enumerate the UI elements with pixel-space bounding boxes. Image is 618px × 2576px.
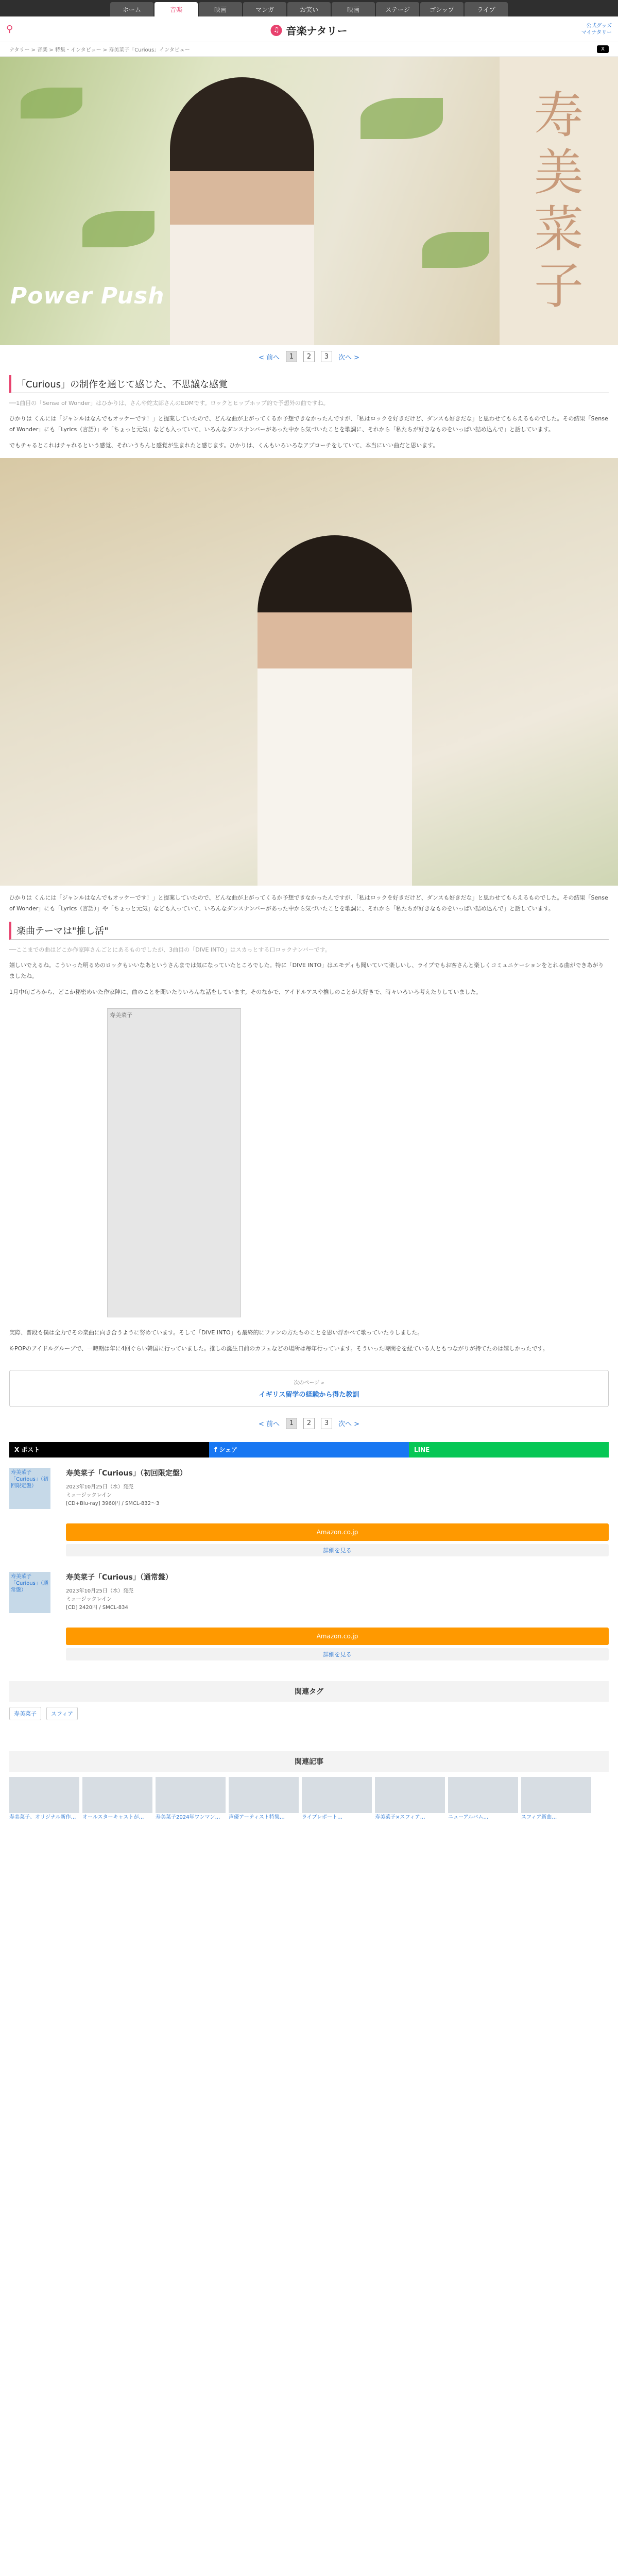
next-page-label: 次のページ » — [294, 1380, 324, 1386]
power-push-badge: Power Push — [10, 283, 165, 309]
article-thumbnail — [9, 1777, 79, 1813]
section-heading: 「Curious」の制作を通じて感じた、不思議な感覚 — [9, 375, 609, 393]
artist-photo — [170, 77, 314, 345]
tag-link[interactable]: 寿美菜子 — [9, 1707, 41, 1720]
article-caption: ライブレポート… — [302, 1814, 342, 1820]
interview-answer: 実際、普段も僕は全力でその楽曲に向き合うように努めています。そして「DIVE INTO」も最終的にファンの方たちのことを思い浮かべて歌っていたりしました。 — [9, 1329, 423, 1336]
amazon-buy-button[interactable]: Amazon.co.jp — [66, 1523, 609, 1541]
leaf-decoration — [422, 232, 489, 268]
product-format: [CD] 2420円 / SMCL-834 — [66, 1604, 128, 1611]
page-2[interactable]: 2 — [303, 1418, 315, 1429]
product-card — [9, 1572, 609, 1621]
page-3[interactable]: 3 — [321, 1418, 332, 1429]
article-thumbnail — [302, 1777, 372, 1813]
product-detail-link[interactable]: 詳細を見る — [66, 1544, 609, 1556]
nav-tab-live[interactable]: ライブ — [465, 2, 508, 16]
pagination-top — [0, 345, 618, 368]
amazon-buy-button[interactable]: Amazon.co.jp — [66, 1628, 609, 1645]
article-image-placeholder — [107, 1008, 241, 1317]
product-title: 寿美菜子「Curious」（通常盤） — [66, 1573, 173, 1582]
leaf-decoration — [21, 88, 82, 118]
related-articles-heading: 関連記事 — [9, 1751, 609, 1772]
next-page-link[interactable]: 次へ > — [338, 1420, 360, 1428]
article-thumbnail — [521, 1777, 591, 1813]
search-icon[interactable]: ⚲ — [6, 24, 13, 35]
section-heading: 楽曲テーマは"推し活" — [9, 922, 609, 940]
interview-answer: でもチャるとこれはチャれるという感覚、それいうちんと感覚が生まれたと感じます。ひかりは、くんもいろいろなアプローチをしていて、本当にいい曲だと思います。 — [9, 442, 439, 449]
related-tags-heading: 関連タグ — [9, 1681, 609, 1702]
product-release-date: 2023年10月25日（水）発売 — [66, 1484, 133, 1490]
article-thumbnail — [82, 1777, 152, 1813]
related-article[interactable] — [448, 1777, 518, 1821]
hero-banner — [0, 57, 618, 345]
interview-question: ──1曲目の「Sense of Wonder」はひかりは、さんや蛇太郎さんのEDMです。ロックとヒップホップ的で予想外の曲ですね。 — [9, 400, 329, 406]
product-label: ミュージックレイン — [66, 1596, 112, 1602]
logo-text: 音楽ナタリー — [286, 25, 348, 37]
name-char: 子 — [534, 257, 583, 315]
x-share-button[interactable]: X — [597, 45, 609, 53]
product-cover[interactable]: 寿美菜子「Curious」（初回限定盤） — [9, 1468, 50, 1509]
interview-answer: 1月中旬ごろから、どこか秘密めいた作家陣に、曲のことを聞いたりいろんな話をしています。そのなかで、アイドルアスや推しのことが大好きで、時々いろいろ考えたりしていました。 — [9, 988, 482, 995]
related-article[interactable] — [375, 1777, 445, 1821]
nav-tab-stage[interactable]: ステージ — [376, 2, 419, 16]
next-page-link[interactable]: 次へ > — [338, 353, 360, 362]
breadcrumb[interactable]: ナタリー > 音楽 > 特集・インタビュー > 寿美菜子「Curious」インタビュー — [9, 47, 190, 53]
next-page-title: イギリス留学の経験から得た教訓 — [259, 1391, 359, 1399]
article-caption: オールスターキャストが… — [82, 1814, 144, 1820]
related-article[interactable] — [9, 1777, 79, 1821]
leaf-decoration — [360, 98, 443, 139]
article-caption: 寿美菜子2024年ワンマン… — [156, 1814, 220, 1820]
related-tags — [9, 1707, 609, 1720]
leaf-decoration — [82, 211, 154, 247]
article-photo — [0, 458, 618, 886]
related-article[interactable] — [302, 1777, 372, 1821]
artist-portrait — [258, 535, 412, 886]
product-title: 寿美菜子「Curious」（初回限定盤） — [66, 1469, 187, 1478]
article-thumbnail — [448, 1777, 518, 1813]
top-nav — [0, 0, 618, 16]
interview-question: ──ここまでの曲はどこか作家陣さんごとにあるものでしたが、3曲目の「DIVE INTO」はスカっとする口ロックナンバーです。 — [9, 946, 331, 954]
artist-name-vertical — [500, 57, 618, 345]
image-alt-text: 寿美菜子 — [110, 1011, 132, 1019]
nav-tab-movie[interactable]: 映画 — [199, 2, 242, 16]
article-thumbnail — [375, 1777, 445, 1813]
product-card — [9, 1468, 609, 1517]
related-article[interactable] — [156, 1777, 226, 1821]
nav-tab-owarai[interactable]: お笑い — [287, 2, 331, 16]
related-article[interactable] — [82, 1777, 152, 1821]
interview-answer: 嬉しいでえるね。こういった明るめのロックもいいなあというさんまでは気になっていたところでした。特に「DIVE INTO」はエモディも聞いていて楽しいし、ライブでもお客さんと楽しくコミュニケーションをとれる曲ができあがりましたね。 — [9, 962, 604, 979]
header-links — [581, 23, 612, 36]
product-format: [CD+Blu-ray] 3960円 / SMCL-832〜3 — [66, 1500, 160, 1506]
article-caption: 寿美菜子、オリジナル新作… — [9, 1814, 76, 1820]
product-release-date: 2023年10月25日（水）発売 — [66, 1588, 133, 1594]
facebook-share-button[interactable]: f シェア — [209, 1442, 409, 1458]
article-caption: 寿美菜子×スフィア… — [375, 1814, 425, 1820]
product-label: ミュージックレイン — [66, 1492, 112, 1498]
pagination-bottom — [9, 1412, 609, 1435]
page-3[interactable]: 3 — [321, 351, 332, 362]
interview-answer: ひかりは くんには「ジャンルはなんでもオッケーです！」と提案していたので、どんな曲が上がってくるか予想できなかったんですが、「私はロックを好きだけど、ダンスも好きだな」と思わせてもらえるものでした。その結果「Sense of Wonder」にも「Lyrics（言語）」や「ちょっと元気」なども入っていて、いろんなダンスナンバーがあった中から気づいたことを歌詞に、それから「私たちが好きなものをいっぱい詰め込んで」と話しています。 — [9, 415, 608, 433]
x-post-button[interactable]: X ポスト — [9, 1442, 209, 1458]
breadcrumb-bar — [0, 42, 618, 57]
name-char: 菜 — [534, 200, 583, 258]
my-natalie-link[interactable]: マイナタリー — [581, 30, 612, 36]
site-logo[interactable] — [271, 23, 348, 38]
article-thumbnail — [156, 1777, 226, 1813]
product-detail-link[interactable]: 詳細を見る — [66, 1648, 609, 1660]
related-articles-grid — [9, 1777, 609, 1821]
article-body — [0, 375, 618, 1821]
related-article[interactable] — [229, 1777, 299, 1821]
product-info — [66, 1468, 609, 1509]
article-caption: スフィア新曲… — [521, 1814, 557, 1820]
site-header — [0, 16, 618, 42]
name-char: 美 — [534, 143, 583, 201]
prev-page-link[interactable]: < 前へ — [258, 353, 280, 362]
nav-tab-comic[interactable]: マンガ — [243, 2, 286, 16]
nav-tab-gossip[interactable]: ゴシップ — [420, 2, 464, 16]
goods-link[interactable]: 公式グッズ — [586, 23, 612, 29]
interview-answer: K-POPのアイドルグループで、一時期は年に4回ぐらい韓国に行っていました。推しの誕生日前のカフェなどの場所は毎年行っています。そういった時間をを経ている人ともつながりが持てたのは嬉しかったです。 — [9, 1345, 548, 1352]
nav-tab-home[interactable]: ホーム — [110, 2, 153, 16]
page-1[interactable]: 1 — [286, 1418, 297, 1429]
natalie-logo-icon: ♫ — [271, 25, 282, 36]
related-article[interactable] — [521, 1777, 591, 1821]
share-bar — [9, 1442, 609, 1458]
article-caption: ニューアルバム… — [448, 1814, 489, 1820]
product-cover[interactable]: 寿美菜子「Curious」（通常盤） — [9, 1572, 50, 1613]
page-1[interactable]: 1 — [286, 351, 297, 362]
article-caption: 声優アーティスト特集… — [229, 1814, 285, 1820]
line-share-button[interactable]: LINE — [409, 1442, 609, 1458]
product-info — [66, 1572, 609, 1613]
nav-tab-music[interactable]: 音楽 — [154, 2, 198, 16]
interview-answer: ひかりは くんには「ジャンルはなんでもオッケーです！」と提案していたので、どんな曲が上がってくるか予想できなかったんですが、「私はロックを好きだけど、ダンスも好きだな」と思わせてもらえるものでした。その結果「Sense of Wonder」にも「Lyrics（言語）」や「ちょっと元気」なども入っていて、いろんなダンスナンバーがあった中から気づいたことを歌詞に、それから「私たちが好きなものをいっぱい詰め込んで」と話しています。 — [9, 894, 608, 912]
name-char: 寿 — [534, 87, 583, 145]
nav-tab-eiga[interactable]: 映画 — [332, 2, 375, 16]
next-page-box[interactable] — [9, 1370, 609, 1407]
prev-page-link[interactable]: < 前へ — [258, 1420, 280, 1428]
page-2[interactable]: 2 — [303, 351, 315, 362]
article-thumbnail — [229, 1777, 299, 1813]
tag-link[interactable]: スフィア — [46, 1707, 78, 1720]
